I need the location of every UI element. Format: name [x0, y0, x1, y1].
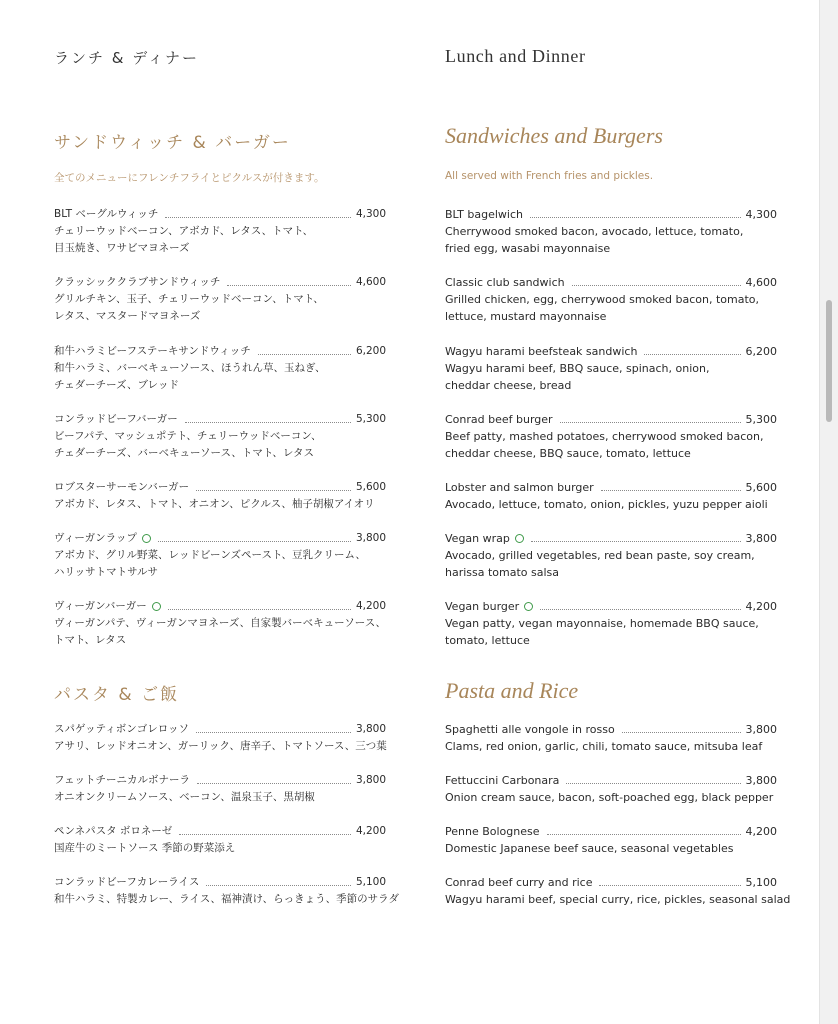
menu-item-description: Avocado, grilled vegetables, red bean paste, soy cream,	[445, 549, 755, 562]
menu-item-description: チェダーチーズ、バーベキューソース、トマト、レタス	[54, 447, 314, 459]
menu-item-price: 3,800	[745, 723, 777, 736]
menu-item-price: 5,600	[745, 481, 777, 494]
menu-item-description: harissa tomato salsa	[445, 566, 560, 579]
dotted-leader	[196, 489, 351, 491]
menu-item	[54, 530, 386, 581]
menu-item-name: コンラッドビーフバーガー	[54, 413, 178, 425]
dotted-leader	[566, 782, 740, 784]
dotted-leader	[530, 216, 741, 218]
menu-item-description: グリルチキン、玉子、チェリーウッドベーコン、トマト、	[54, 293, 324, 305]
menu-item-line	[54, 823, 386, 840]
menu-item	[54, 874, 400, 908]
menu-item-description: 和牛ハラミ、バーベキューソース、ほうれん草、玉ねぎ、	[54, 362, 326, 374]
dotted-leader	[168, 608, 351, 610]
menu-item-line	[54, 721, 386, 738]
menu-item-price: 3,800	[745, 774, 777, 787]
menu-item-name: フェットチーニカルボナーラ	[54, 774, 190, 786]
menu-item-description: cheddar cheese, bread	[445, 379, 572, 392]
menu-item-line	[54, 874, 386, 891]
menu-item-name: ヴィーガンバーガー	[54, 600, 147, 612]
vegan-icon	[515, 534, 524, 543]
menu-item-name: Penne Bolognese	[445, 825, 540, 838]
menu-item-description: レタス、マスタードマヨネーズ	[54, 310, 201, 322]
menu-item-name: Wagyu harami beefsteak sandwich	[445, 345, 638, 358]
page-title-jp: ランチ & ディナー	[54, 49, 200, 67]
menu-item-name: ペンネパスタ ボロネーゼ	[54, 825, 173, 837]
menu-item-description: ハリッサトマトサルサ	[54, 566, 159, 578]
menu-item	[54, 411, 386, 462]
section-title-pasta-jp: パスタ & ご飯	[54, 685, 180, 705]
menu-item-name: ヴィーガンラップ	[54, 532, 137, 544]
menu-item-price: 4,200	[745, 825, 777, 838]
menu-item-line	[54, 598, 386, 615]
menu-item	[54, 721, 386, 755]
menu-item-description: Wagyu harami beef, BBQ sauce, spinach, onion,	[445, 362, 710, 375]
menu-item-line	[445, 823, 777, 840]
menu-item-name: BLT ベーグルウィッチ	[54, 208, 159, 220]
menu-item-price: 5,300	[355, 413, 386, 425]
menu-item	[445, 206, 777, 257]
dotted-leader	[179, 833, 351, 835]
menu-item-description: Vegan patty, vegan mayonnaise, homemade BBQ sauce,	[445, 617, 759, 630]
menu-item-description: tomato, lettuce	[445, 634, 530, 647]
menu-item-line	[54, 206, 386, 223]
dotted-leader	[158, 540, 351, 542]
menu-item	[54, 823, 386, 857]
menu-item-name: Lobster and salmon burger	[445, 481, 594, 494]
menu-item-price: 4,600	[355, 276, 386, 288]
menu-item-price: 5,300	[745, 413, 777, 426]
menu-item-price: 5,600	[355, 481, 386, 493]
menu-item	[445, 530, 777, 581]
menu-item	[445, 874, 791, 908]
menu-item-price: 4,300	[745, 208, 777, 221]
vegan-icon	[142, 534, 151, 543]
menu-item-description: 目玉焼き、ワサビマヨネーズ	[54, 242, 190, 254]
menu-item-description: lettuce, mustard mayonnaise	[445, 310, 607, 323]
menu-item-name: BLT bagelwich	[445, 208, 523, 221]
menu-item	[54, 772, 386, 806]
menu-item-description: アサリ、レッドオニオン、ガーリック、唐辛子、トマトソース、三つ葉	[54, 740, 387, 752]
menu-item-description: Domestic Japanese beef sauce, seasonal vegetables	[445, 842, 734, 855]
section-title-sandwiches-en: Sandwiches and Burgers	[445, 123, 663, 148]
vertical-scrollbar[interactable]	[819, 0, 838, 1024]
menu-item-price: 4,200	[355, 825, 386, 837]
menu-item-price: 4,300	[355, 208, 386, 220]
menu-item-description: fried egg, wasabi mayonnaise	[445, 242, 611, 255]
menu-item-name: スパゲッティボンゴレロッソ	[54, 723, 190, 735]
dotted-leader	[206, 884, 351, 886]
menu-item-price: 6,200	[745, 345, 777, 358]
section-title-sandwiches-jp: サンドウィッチ & バーガー	[54, 133, 291, 153]
menu-item	[445, 343, 777, 394]
menu-item-description: アボカド、レタス、トマト、オニオン、ピクルス、柚子胡椒アイオリ	[54, 498, 375, 510]
dotted-leader	[572, 284, 741, 286]
menu-item	[54, 479, 386, 513]
menu-item-name: 和牛ハラミビーフステーキサンドウィッチ	[54, 345, 251, 357]
menu-item-name: Classic club sandwich	[445, 276, 565, 289]
dotted-leader	[601, 489, 741, 491]
menu-item-line	[445, 530, 777, 547]
menu-item	[445, 274, 777, 325]
vegan-icon	[152, 602, 161, 611]
dotted-leader	[622, 731, 741, 733]
menu-item-name: コンラッドビーフカレーライス	[54, 876, 200, 888]
menu-item-line	[54, 530, 386, 547]
dotted-leader	[185, 421, 351, 423]
menu-item-price: 3,800	[355, 774, 386, 786]
dotted-leader	[197, 782, 351, 784]
vegan-icon	[524, 602, 533, 611]
menu-item-description: Clams, red onion, garlic, chili, tomato sauce, mitsuba leaf	[445, 740, 763, 753]
dotted-leader	[644, 353, 740, 355]
menu-item	[54, 598, 386, 649]
menu-item-line	[445, 411, 777, 428]
dotted-leader	[547, 833, 741, 835]
menu-item-line	[54, 479, 386, 496]
dotted-leader	[531, 540, 741, 542]
menu-item	[445, 772, 777, 806]
menu-item-description: トマト、レタス	[54, 634, 127, 646]
menu-item-description: Grilled chicken, egg, cherrywood smoked bacon, tomato,	[445, 293, 760, 306]
menu-item-description: Cherrywood smoked bacon, avocado, lettuce, tomato,	[445, 225, 744, 238]
menu-item-name: Spaghetti alle vongole in rosso	[445, 723, 615, 736]
menu-item	[445, 479, 777, 513]
menu-item-name: ロブスターサーモンバーガー	[54, 481, 190, 493]
menu-item-price: 3,800	[745, 532, 777, 545]
menu-item-price: 5,100	[745, 876, 777, 889]
menu-item-name: Conrad beef burger	[445, 413, 553, 426]
menu-item-description: ビーフパテ、マッシュポテト、チェリーウッドベーコン、	[54, 430, 322, 442]
section-note-jp: 全てのメニューにフレンチフライとピクルスが付きます。	[54, 172, 325, 184]
menu-item-price: 5,100	[355, 876, 386, 888]
menu-item-description: Wagyu harami beef, special curry, rice, pickles, seasonal salad	[445, 893, 791, 906]
menu-item-name: Vegan burger	[445, 600, 520, 613]
dotted-leader	[258, 353, 351, 355]
menu-item-line	[445, 479, 777, 496]
dotted-leader	[165, 216, 351, 218]
menu-item-description: Beef patty, mashed potatoes, cherrywood smoked bacon,	[445, 430, 764, 443]
menu-item-description: ヴィーガンパテ、ヴィーガンマヨネーズ、自家製バーベキューソース、	[54, 617, 387, 629]
menu-item-description: cheddar cheese, BBQ sauce, tomato, lettuce	[445, 447, 691, 460]
menu-item	[445, 721, 777, 755]
section-note-en: All served with French fries and pickles.	[445, 170, 654, 182]
page-title-en: Lunch and Dinner	[445, 46, 586, 66]
section-title-pasta-en: Pasta and Rice	[445, 678, 579, 703]
menu-item-description: チェリーウッドベーコン、アボカド、レタス、トマト、	[54, 225, 314, 237]
menu-item-line	[54, 343, 386, 360]
menu-item-price: 4,200	[745, 600, 777, 613]
menu-item-name: Vegan wrap	[445, 532, 510, 545]
menu-item	[54, 206, 386, 257]
menu-item-description: オニオンクリームソース、ベーコン、温泉玉子、黒胡椒	[54, 791, 315, 803]
dotted-leader	[540, 608, 740, 610]
menu-item	[445, 598, 777, 649]
scrollbar-thumb[interactable]	[826, 300, 832, 422]
dotted-leader	[227, 284, 351, 286]
menu-item-line	[54, 772, 386, 789]
menu-item-line	[445, 206, 777, 223]
menu-item	[445, 411, 777, 462]
menu-item-line	[54, 411, 386, 428]
menu-item-line	[445, 343, 777, 360]
menu-item-price: 3,800	[355, 723, 386, 735]
dotted-leader	[599, 884, 740, 886]
menu-item-line	[445, 874, 777, 891]
menu-item	[54, 274, 386, 325]
menu-item-price: 4,600	[745, 276, 777, 289]
menu-item-name: クラッシッククラブサンドウィッチ	[54, 276, 221, 288]
menu-item-line	[445, 721, 777, 738]
menu-item-line	[54, 274, 386, 291]
menu-item-line	[445, 274, 777, 291]
menu-item-price: 6,200	[355, 345, 386, 357]
menu-item	[54, 343, 386, 394]
menu-item-description: アボカド、グリル野菜、レッドビーンズペースト、豆乳クリーム、	[54, 549, 366, 561]
menu-item-description: Avocado, lettuce, tomato, onion, pickles, yuzu pepper aioli	[445, 498, 768, 511]
menu-item-description: 国産牛のミートソース 季節の野菜添え	[54, 842, 236, 854]
menu-item-line	[445, 598, 777, 615]
menu-item	[445, 823, 777, 857]
menu-item-line	[445, 772, 777, 789]
dotted-leader	[196, 731, 351, 733]
menu-item-description: Onion cream sauce, bacon, soft-poached egg, black pepper	[445, 791, 774, 804]
menu-item-name: Conrad beef curry and rice	[445, 876, 593, 889]
menu-item-description: チェダーチーズ、ブレッド	[54, 379, 179, 391]
menu-item-price: 4,200	[355, 600, 386, 612]
menu-item-description: 和牛ハラミ、特製カレー、ライス、福神漬け、らっきょう、季節のサラダ	[54, 893, 400, 905]
dotted-leader	[560, 421, 741, 423]
menu-item-price: 3,800	[355, 532, 386, 544]
menu-item-name: Fettuccini Carbonara	[445, 774, 560, 787]
